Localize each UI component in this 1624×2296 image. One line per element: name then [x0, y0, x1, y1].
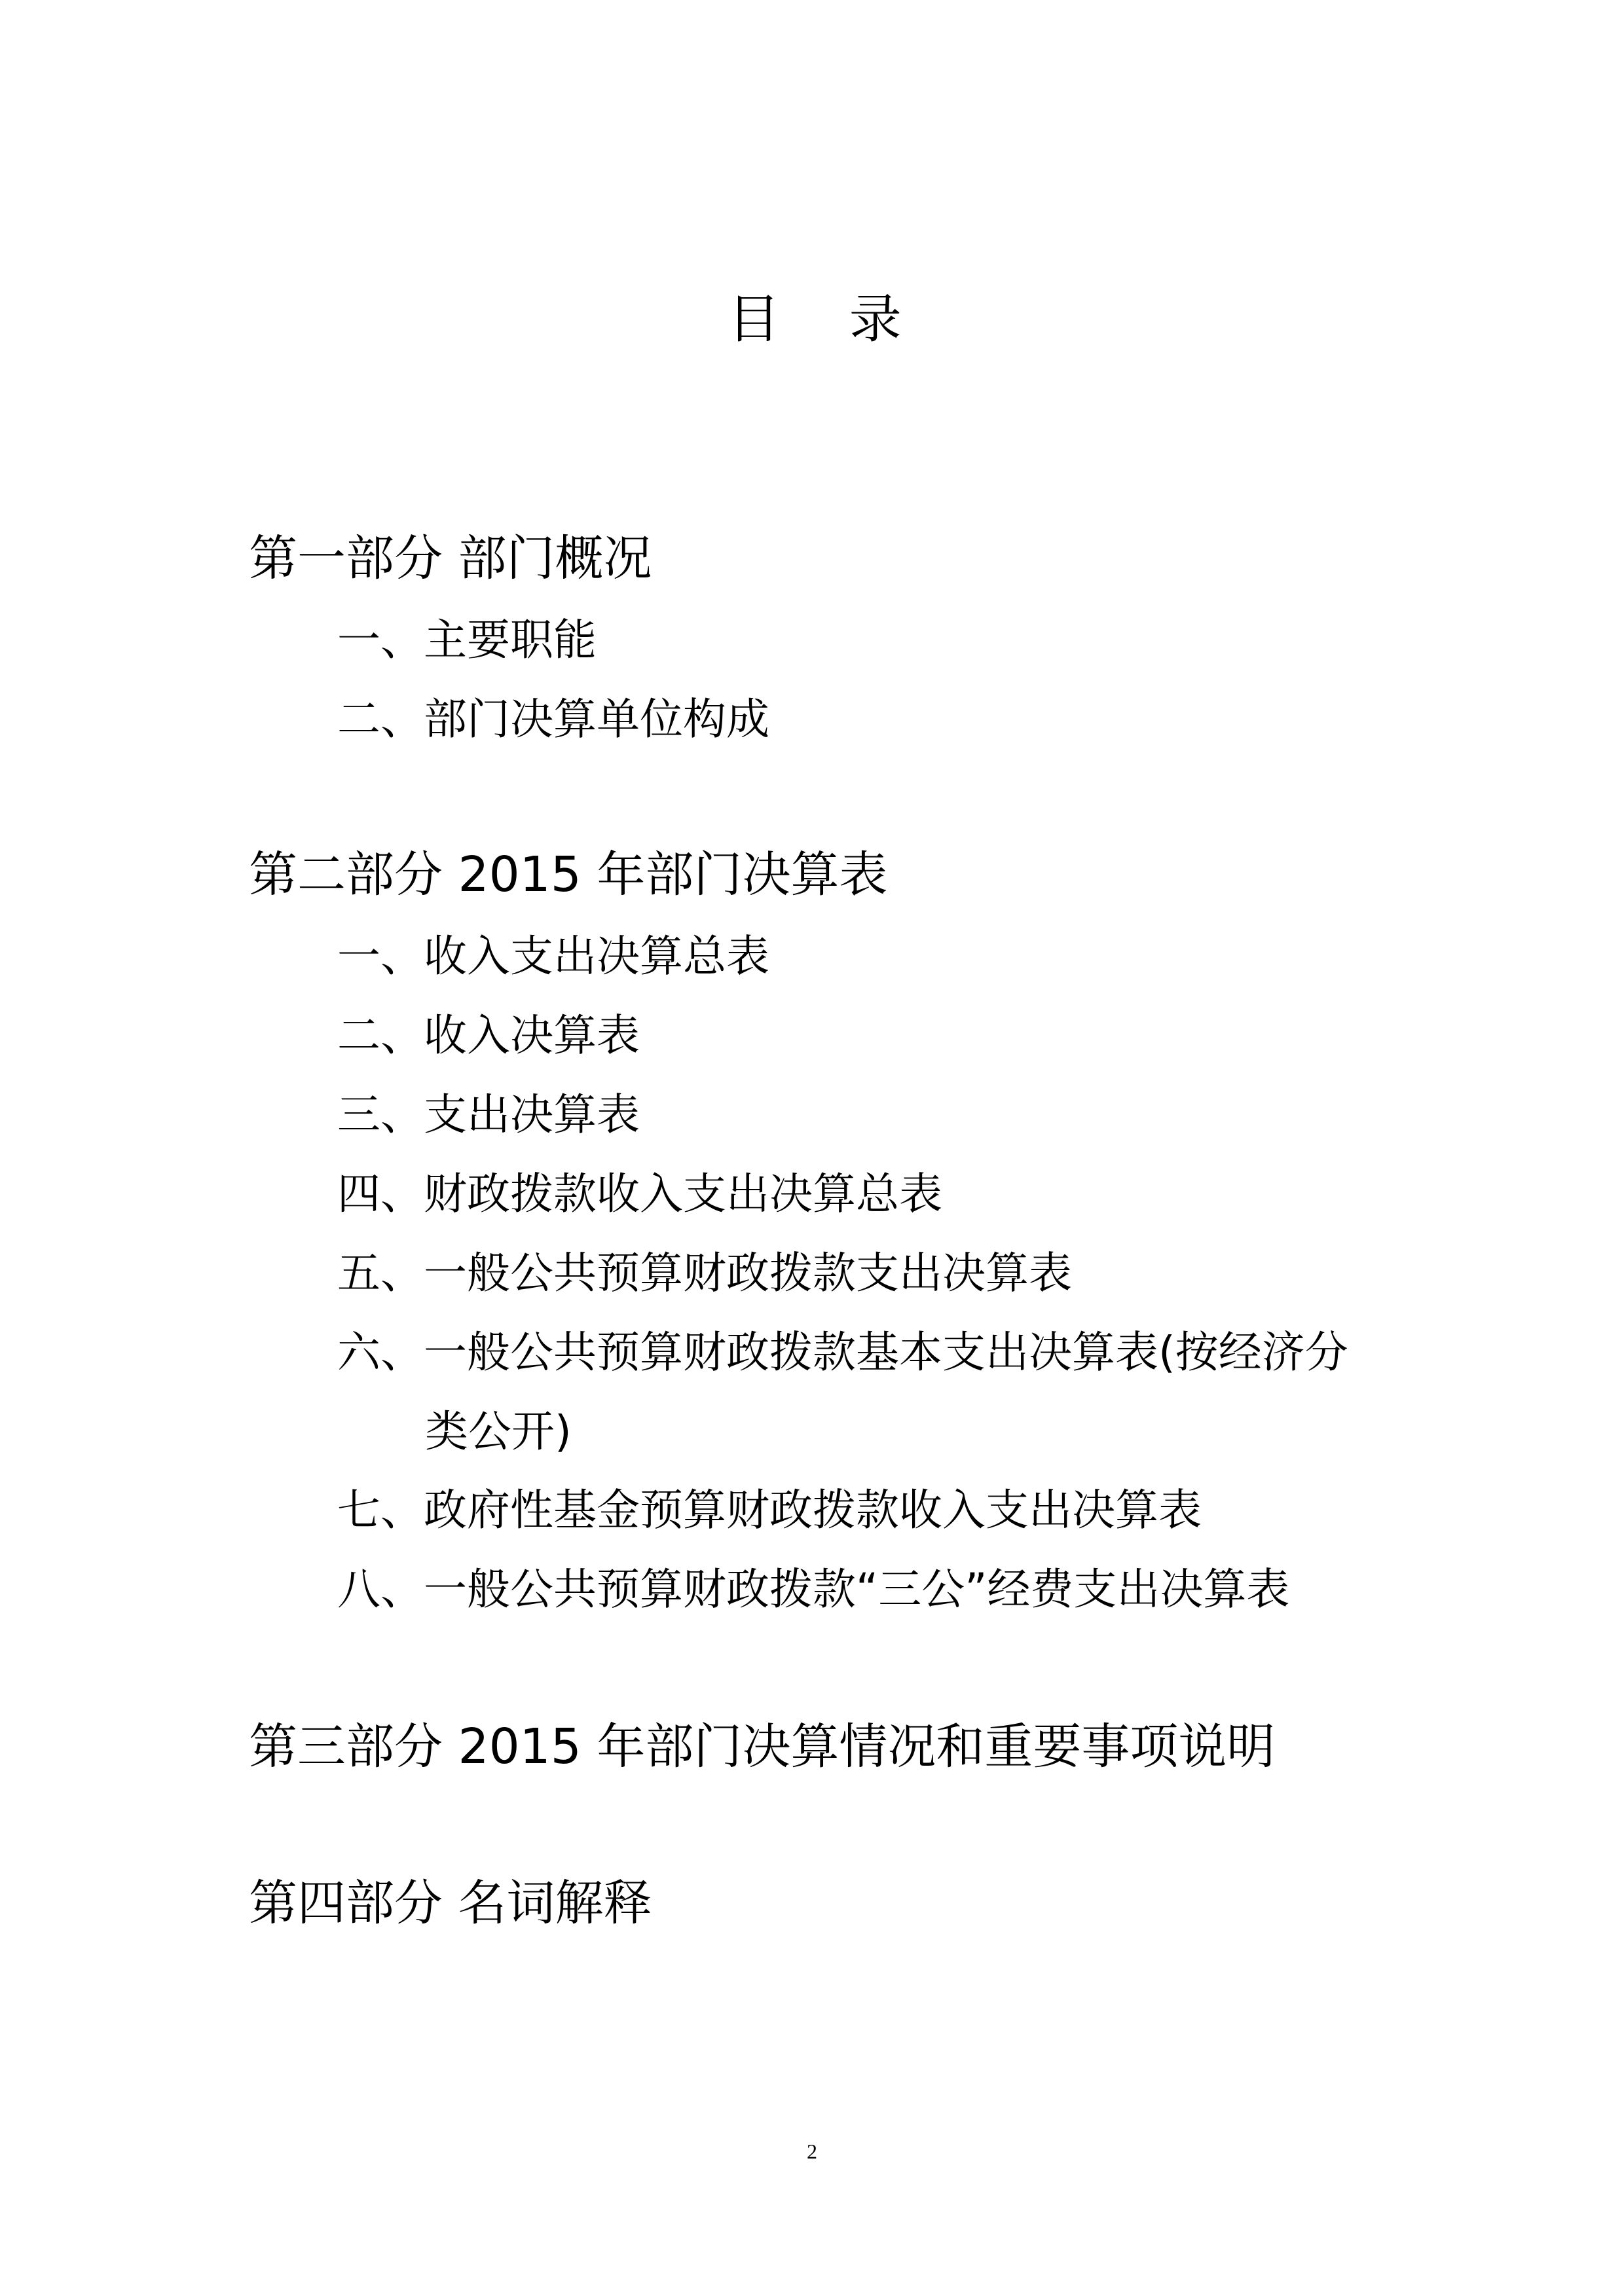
toc-item: 六、一般公共预算财政拨款基本支出决算表(按经济分	[337, 1327, 1348, 1377]
toc-item: 二、收入决算表	[337, 1010, 640, 1061]
toc-item: 一、主要职能	[337, 615, 597, 665]
section-heading-part-1: 第一部分 部门概况	[249, 530, 652, 587]
toc-title: 目 录	[728, 289, 902, 350]
toc-item: 八、一般公共预算财政拨款“三公”经费支出决算表	[337, 1564, 1290, 1614]
page-number: 2	[807, 2140, 817, 2163]
section-heading-part-3: 第三部分 2015 年部门决算情况和重要事项说明	[249, 1719, 1276, 1775]
toc-item: 五、一般公共预算财政拨款支出决算表	[337, 1248, 1072, 1298]
toc-item-continuation: 类公开)	[425, 1406, 572, 1457]
toc-item: 二、部门决算单位构成	[337, 694, 769, 744]
toc-item: 一、收入支出决算总表	[337, 931, 769, 981]
toc-item: 三、支出决算表	[337, 1089, 640, 1140]
toc-item: 七、政府性基金预算财政拨款收入支出决算表	[337, 1485, 1202, 1535]
toc-item: 四、财政拨款收入支出决算总表	[337, 1169, 942, 1219]
section-heading-part-2: 第二部分 2015 年部门决算表	[249, 847, 888, 903]
section-heading-part-4: 第四部分 名词解释	[249, 1875, 652, 1931]
